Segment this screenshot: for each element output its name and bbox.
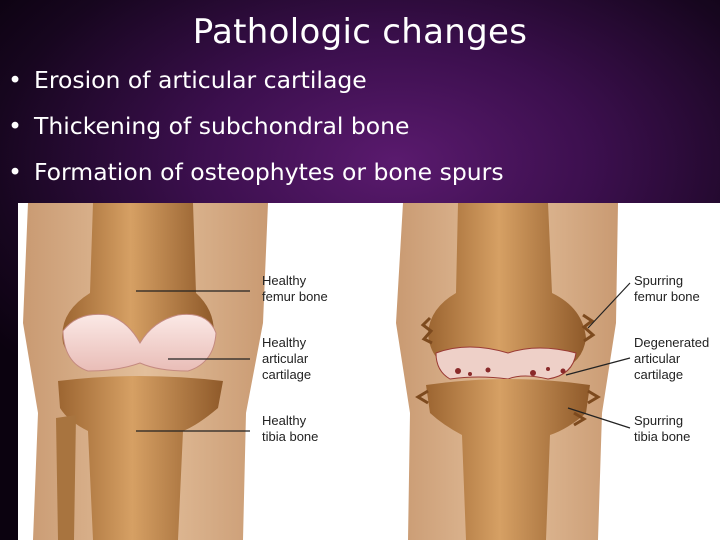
label-degenerated-cartilage: [634, 335, 709, 383]
knee-comparison-figure: [18, 203, 720, 540]
slide-title: Pathologic changes: [192, 12, 528, 52]
bullet-text: Erosion of articular cartilage: [34, 66, 367, 94]
label-line: tibia bone: [634, 429, 691, 444]
label-line: articular: [262, 351, 309, 366]
label-healthy-tibia: [262, 413, 318, 445]
bullet-text: Thickening of subchondral bone: [34, 112, 410, 140]
bullet-dot: •: [8, 158, 22, 186]
label-line: cartilage: [262, 367, 312, 382]
bullet-item: [0, 62, 504, 108]
label-line: Spurring: [634, 273, 684, 288]
label-line: Healthy: [262, 273, 307, 288]
label-spurring-tibia: [634, 413, 690, 445]
label-line: femur bone: [634, 289, 700, 304]
label-line: Healthy: [262, 413, 307, 428]
label-healthy-cartilage: [262, 335, 311, 383]
bullet-text: Formation of osteophytes or bone spurs: [34, 158, 504, 186]
bullet-item: [0, 154, 504, 200]
diseased-knee: [396, 203, 630, 540]
bullet-item: [0, 108, 504, 154]
healthy-knee: [23, 203, 268, 540]
label-line: femur bone: [262, 289, 328, 304]
label-line: Healthy: [262, 335, 307, 350]
label-line: tibia bone: [262, 429, 319, 444]
bullet-dot: •: [8, 112, 22, 140]
label-line: Spurring: [634, 413, 684, 428]
bullet-list: [0, 62, 504, 200]
bullet-dot: •: [8, 66, 22, 94]
healthy-fibula-shape: [56, 415, 76, 540]
label-spurring-femur: [634, 273, 700, 305]
label-line: articular: [634, 351, 681, 366]
label-healthy-femur: [262, 273, 328, 305]
knee-illustration: [18, 203, 720, 540]
label-line: Degenerated: [634, 335, 710, 350]
label-line: cartilage: [634, 367, 684, 382]
